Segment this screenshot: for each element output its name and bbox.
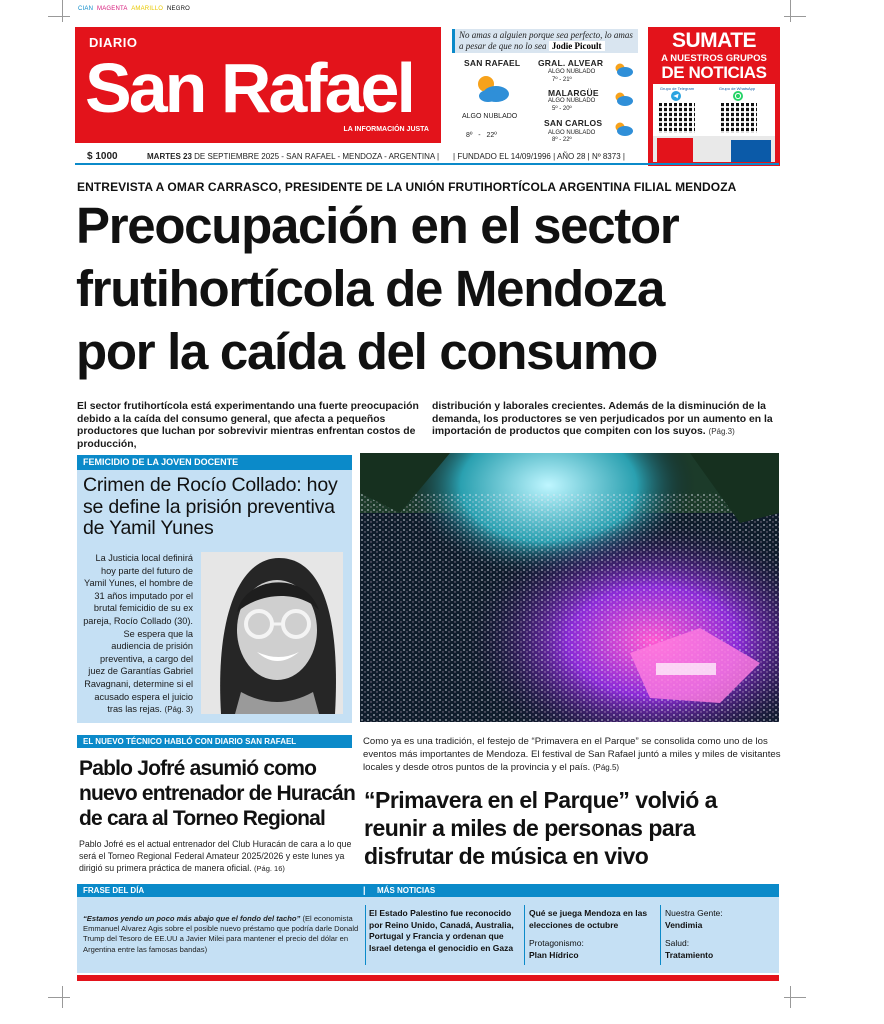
weather-temp-malargue: 5º - 20º	[552, 106, 572, 112]
telegram-qr[interactable]	[659, 103, 695, 133]
color-cyan: CIAN	[78, 6, 94, 12]
femicidio-section-label: FEMICIDIO DE LA JOVEN DOCENTE	[77, 455, 352, 470]
weather-max-malargue: 20º	[562, 106, 572, 112]
whatsapp-qr[interactable]	[721, 103, 757, 133]
quote-text: No amas a alguien porque sea perfecto, lo amas a pesar de que no lo sea	[459, 30, 633, 51]
promo-line1: SUMATE	[671, 29, 757, 52]
top-story-kicker: ENTREVISTA A OMAR CARRASCO, PRESIDENTE DE LA UNIÓN FRUTIHORTÍCOLA ARGENTINA FILIAL MENDOZA	[77, 180, 737, 194]
price: $ 1000	[87, 151, 118, 162]
weather-sep: -	[478, 132, 481, 139]
jofre-title-line-1: Pablo Jofré asumió como	[79, 757, 317, 780]
jofre-title-line-3: de cara al Torneo Regional	[79, 807, 326, 830]
news-groups-promo[interactable]	[648, 27, 780, 166]
bottom-band-header	[77, 884, 779, 897]
telegram-label: Grupo de Telegram	[659, 86, 695, 91]
protagonismo-label: Protagonismo:	[529, 938, 584, 948]
whatsapp-label: Grupo de WhatsApp	[718, 86, 756, 91]
promo-line3: DE NOTICIAS	[661, 63, 767, 82]
frase-quote: “Estamos yendo un poco más abajo que el fondo del tacho”	[83, 914, 301, 923]
band-separator	[660, 905, 661, 965]
frase-attribution: (El economista Emmanuel Alvarez Agis sobre el posible nuevo préstamo que podría darle Donald Trump del Tesoro de EE.UU a Javier Milei para mantener el precio del dólar en Argentina entre las famosas bandas)	[83, 914, 359, 954]
weather-city-alvear: GRAL. ALVEAR	[538, 58, 604, 68]
weather-panel	[452, 55, 638, 145]
color-black: NEGRO	[167, 6, 191, 12]
masthead[interactable]	[75, 27, 441, 143]
quote-author: Jodie Picoult	[549, 41, 605, 51]
primavera-title-line-1: “Primavera en el Parque” volvió a	[364, 787, 717, 813]
jofre-body	[79, 838, 357, 875]
promo-line2: A NUESTROS GRUPOS	[661, 53, 767, 64]
top-story-lead-col2	[432, 401, 780, 439]
footer-red-rule	[77, 975, 779, 981]
weather-city-sancarlos: SAN CARLOS	[544, 118, 603, 128]
primavera-page-ref: (Pág.5)	[592, 763, 620, 772]
femicidio-body	[83, 552, 193, 717]
cloud-sun-icon	[612, 91, 634, 107]
edition-info-bar	[75, 151, 779, 165]
primavera-title[interactable]	[364, 786, 784, 870]
frase-del-dia	[83, 914, 359, 955]
crop-mark	[790, 0, 791, 22]
weather-max-alvear: 21º	[562, 77, 572, 83]
concert-crowd-photo	[360, 453, 779, 722]
telegram-icon	[671, 91, 681, 101]
color-magenta: MAGENTA	[97, 6, 128, 12]
edition-date-day: MARTES 23	[147, 152, 192, 161]
femicidio-title: Crimen de Rocío Collado: hoy se define la prisión preventiva de Yamil Yunes	[83, 474, 338, 539]
crowd-illustration	[360, 453, 779, 722]
crop-mark	[784, 16, 806, 17]
weather-min-malargue: 5º	[552, 106, 558, 112]
band-divider: |	[363, 885, 366, 895]
primavera-body-text: Como ya es una tradición, el festejo de “Primavera en el Parque” se consolida como uno de los eventos más importantes de Mendoza. El festival de San Rafael juntó a miles y miles de visitantes locales y desde otros puntos de la provincia y el país.	[363, 736, 781, 773]
crop-mark	[784, 997, 806, 998]
femicidio-body-text: La Justicia local definirá hoy parte del futuro de Yamil Yunes, el hombre de 31 años imputado por el brutal femicidio de su ex pareja, Rocío Collado (30). Se espera que la audiencia de prisión preventiva, a cargo del juez de Garantías Gabriel Ravagnani, determine si el acusado espera el juicio tras las rejas.	[83, 553, 193, 715]
primavera-body	[363, 735, 781, 774]
cloud-sun-icon	[472, 72, 512, 106]
frase-label: FRASE DEL DÍA	[83, 886, 145, 895]
top-story-headline[interactable]	[76, 194, 796, 383]
crop-mark	[48, 997, 70, 998]
weather-min-sancarlos: 8º	[552, 137, 558, 143]
bottom-band	[77, 897, 779, 973]
quote-of-day	[452, 29, 638, 53]
news-item-palestina[interactable]: El Estado Palestino fue reconocido por Reino Unido, Canadá, Australia, Portugal y Francia y ordenan que Israel detenga el genocidio en Gaza	[369, 908, 514, 953]
cloud-sun-icon	[612, 62, 634, 78]
mas-noticias-label: MÁS NOTICIAS	[377, 886, 436, 895]
jofre-page-ref: (Pág. 16)	[254, 864, 285, 873]
weather-temp-sancarlos: 8º - 22º	[552, 137, 572, 143]
weather-max-main: 22º	[486, 132, 497, 139]
jofre-body-text: Pablo Jofré es el actual entrenador del Club Huracán de cara a lo que será el Torneo Regional Federal Amateur 2025/2026 y este lunes ya dirigió su primera práctica de manera oficial.	[79, 839, 352, 873]
weather-cond-malargue: ALGO NUBLADO	[548, 98, 596, 104]
news-item-salud[interactable]	[665, 938, 775, 961]
weather-max-sancarlos: 22º	[562, 137, 572, 143]
victim-portrait-photo	[201, 552, 343, 714]
edition-year: AÑO 28	[556, 152, 586, 161]
weather-city-main: SAN RAFAEL	[464, 58, 521, 68]
top-story-lead-col1: El sector frutihortícola está experimentando una fuerte preocupación debido a la caída del consumo general, que afecta a pequeños productores que luchan por sobrevivir mientras enfrentan costos de producción,	[77, 401, 419, 450]
news-item-protagonismo[interactable]	[529, 938, 659, 961]
salud-value: Tratamiento	[665, 949, 714, 960]
masthead-pre: DIARIO	[89, 35, 138, 50]
edition-date: MARTES 23 DE SEPTIEMBRE 2025 - SAN RAFAEL - MENDOZA - ARGENTINA |	[147, 152, 440, 161]
weather-cond-alvear: ALGO NUBLADO	[548, 69, 596, 75]
primavera-title-line-3: disfrutar de música en vivo	[364, 843, 649, 869]
founded-date: FUNDADO EL 14/09/1996	[457, 152, 551, 161]
whatsapp-icon	[733, 91, 743, 101]
jofre-section-label: EL NUEVO TÉCNICO HABLÓ CON DIARIO SAN RAFAEL	[77, 735, 352, 748]
edition-date-rest: DE SEPTIEMBRE 2025 - SAN RAFAEL - MENDOZA - ARGENTINA	[194, 152, 435, 161]
headline-line-1: Preocupación en el sector	[76, 197, 679, 254]
nuestra-gente-label: Nuestra Gente:	[665, 908, 723, 918]
headline-line-3: por la caída del consumo	[76, 323, 657, 380]
crop-mark	[48, 16, 70, 17]
weather-cond-main: ALGO NUBLADO	[462, 113, 518, 120]
femicidio-story[interactable]	[77, 455, 352, 723]
jofre-title-line-2: nuevo entrenador de Huracán	[79, 782, 355, 805]
news-item-nuestra-gente[interactable]	[665, 908, 775, 931]
weather-temp-alvear: 7º - 21º	[552, 77, 572, 83]
band-separator	[365, 905, 366, 965]
femicidio-page-ref: (Pág. 3)	[164, 705, 193, 715]
nuestra-gente-value: Vendimia	[665, 919, 703, 930]
band-separator	[524, 905, 525, 965]
salud-label: Salud:	[665, 938, 690, 948]
weather-city-malargue: MALARGÜE	[548, 88, 599, 98]
weather-min-alvear: 7º	[552, 77, 558, 83]
edition-number: Nº 8373	[591, 152, 621, 161]
lead-col2-text: distribución y laborales crecientes. Además de la disminución de la demanda, los productores se ven perjudicados por un aumento en la importación de productos que compiten con los suyos.	[432, 401, 773, 438]
masthead-tagline: LA INFORMACIÓN JUSTA	[343, 126, 429, 133]
weather-cond-sancarlos: ALGO NUBLADO	[548, 130, 596, 136]
weather-temp-main	[466, 132, 497, 139]
headline-line-2: frutihortícola de Mendoza	[76, 260, 665, 317]
edition-founded: | FUNDADO EL 14/09/1996 | AÑO 28 | Nº 8373 |	[453, 152, 625, 161]
color-yellow: AMARILLO	[131, 6, 164, 12]
print-color-bar	[78, 6, 192, 12]
crop-mark	[62, 0, 63, 22]
news-item-elecciones[interactable]: Qué se juega Mendoza en las elecciones de octubre	[529, 908, 648, 930]
protagonismo-value: Plan Hídrico	[529, 949, 579, 960]
cloud-sun-icon	[612, 121, 634, 137]
portrait-illustration	[201, 552, 343, 714]
weather-min-main: 8º	[466, 132, 473, 139]
masthead-title: San Rafael	[85, 49, 413, 127]
primavera-title-line-2: reunir a miles de personas para	[364, 815, 695, 841]
jofre-title[interactable]	[79, 756, 369, 831]
top-story-page-ref: (Pág.3)	[708, 427, 735, 437]
